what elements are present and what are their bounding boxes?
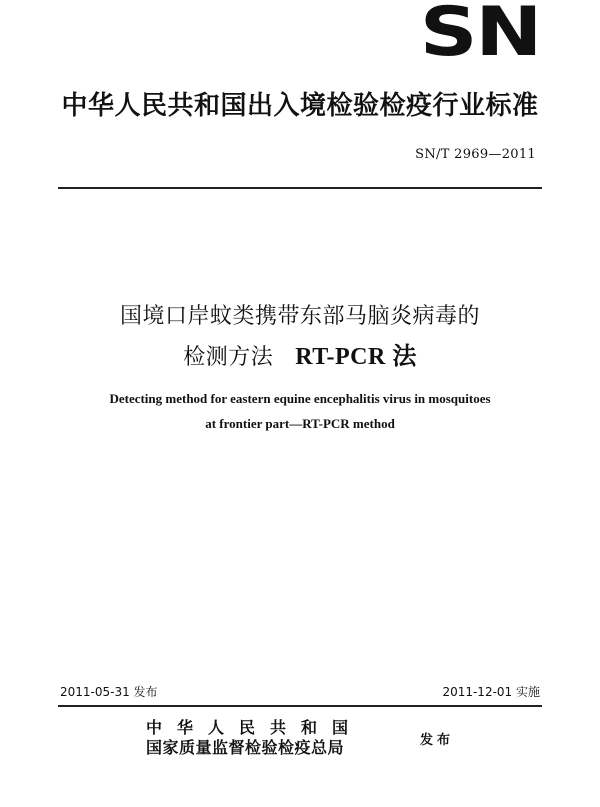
publish-label: 发布 — [420, 733, 455, 748]
english-title-line2: at frontier part—RT-PCR method — [205, 416, 395, 431]
standard-classification: 中华人民共和国出入境检验检疫行业标准 — [61, 91, 539, 121]
sn-logo: SN — [419, 0, 540, 72]
standard-number: SN/T 2969—2011 — [415, 147, 536, 162]
english-title — [0, 386, 600, 436]
bottom-divider — [58, 705, 542, 707]
english-title-line1: Detecting method for eastern equine encephalitis virus in mosquitoes — [109, 391, 491, 406]
publisher-line1: 中华人民共和国 — [146, 718, 364, 737]
chinese-title-line2 — [0, 337, 600, 378]
chinese-title-method: 检测方法 — [183, 345, 274, 370]
implementation-date: 2011-12-01 实施 — [442, 685, 540, 699]
issue-date: 2011-05-31 发布 — [60, 685, 158, 699]
chinese-title — [0, 297, 600, 378]
chinese-title-line1: 国境口岸蚊类携带东部马脑炎病毒的 — [119, 304, 480, 329]
chinese-title-rtpcr: RT-PCR 法 — [295, 344, 417, 370]
top-divider — [58, 187, 542, 189]
publisher-name — [146, 718, 363, 758]
publisher-line2: 国家质量监督检验检疫总局 — [146, 738, 345, 757]
